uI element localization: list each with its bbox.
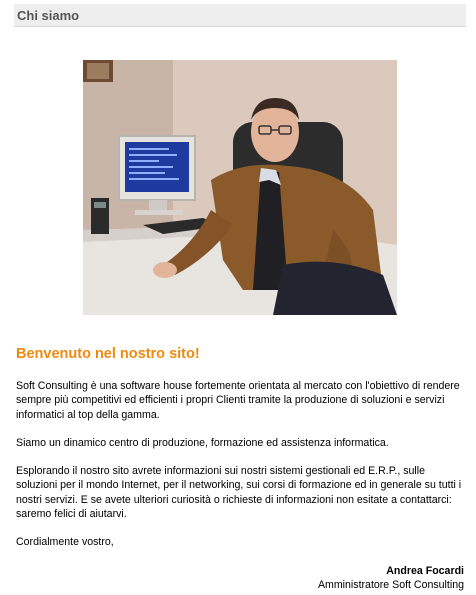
signature-block bbox=[318, 564, 464, 592]
section-title: Chi siamo bbox=[17, 8, 80, 23]
section-header bbox=[14, 4, 466, 27]
intro-paragraph-2: Siamo un dinamico centro di produzione, formazione ed assistenza informatica. bbox=[16, 436, 389, 449]
person-at-desk-photo bbox=[83, 60, 397, 315]
intro-paragraph-1: Soft Consulting è una software house fortemente orientata al mercato con l'obiettivo di rendere sempre più competitivi ed efficienti i propri Clienti tramite la produzione di soluzioni e servizi informatici al top della gamma. bbox=[16, 380, 460, 421]
closing-line: Cordialmente vostro, bbox=[16, 536, 114, 549]
welcome-heading: Benvenuto nel nostro sito! bbox=[16, 346, 200, 362]
intro-text bbox=[16, 379, 464, 564]
signature-role: Amministratore Soft Consulting bbox=[317, 579, 464, 591]
photo-illustration bbox=[83, 60, 397, 315]
signature-name: Andrea Focardi bbox=[386, 565, 464, 577]
intro-paragraph-3: Esplorando il nostro sito avrete informazioni sui nostri sistemi gestionali ed E.R.P., sulle soluzioni per il mondo Internet, per il networking, sui corsi di formazione ed in generale su tutti i nostri servizi. E se avete ulteriori curiosità o richieste di informazioni non esitate a contattarci: saremo felici di aiutarvi. bbox=[16, 465, 462, 521]
